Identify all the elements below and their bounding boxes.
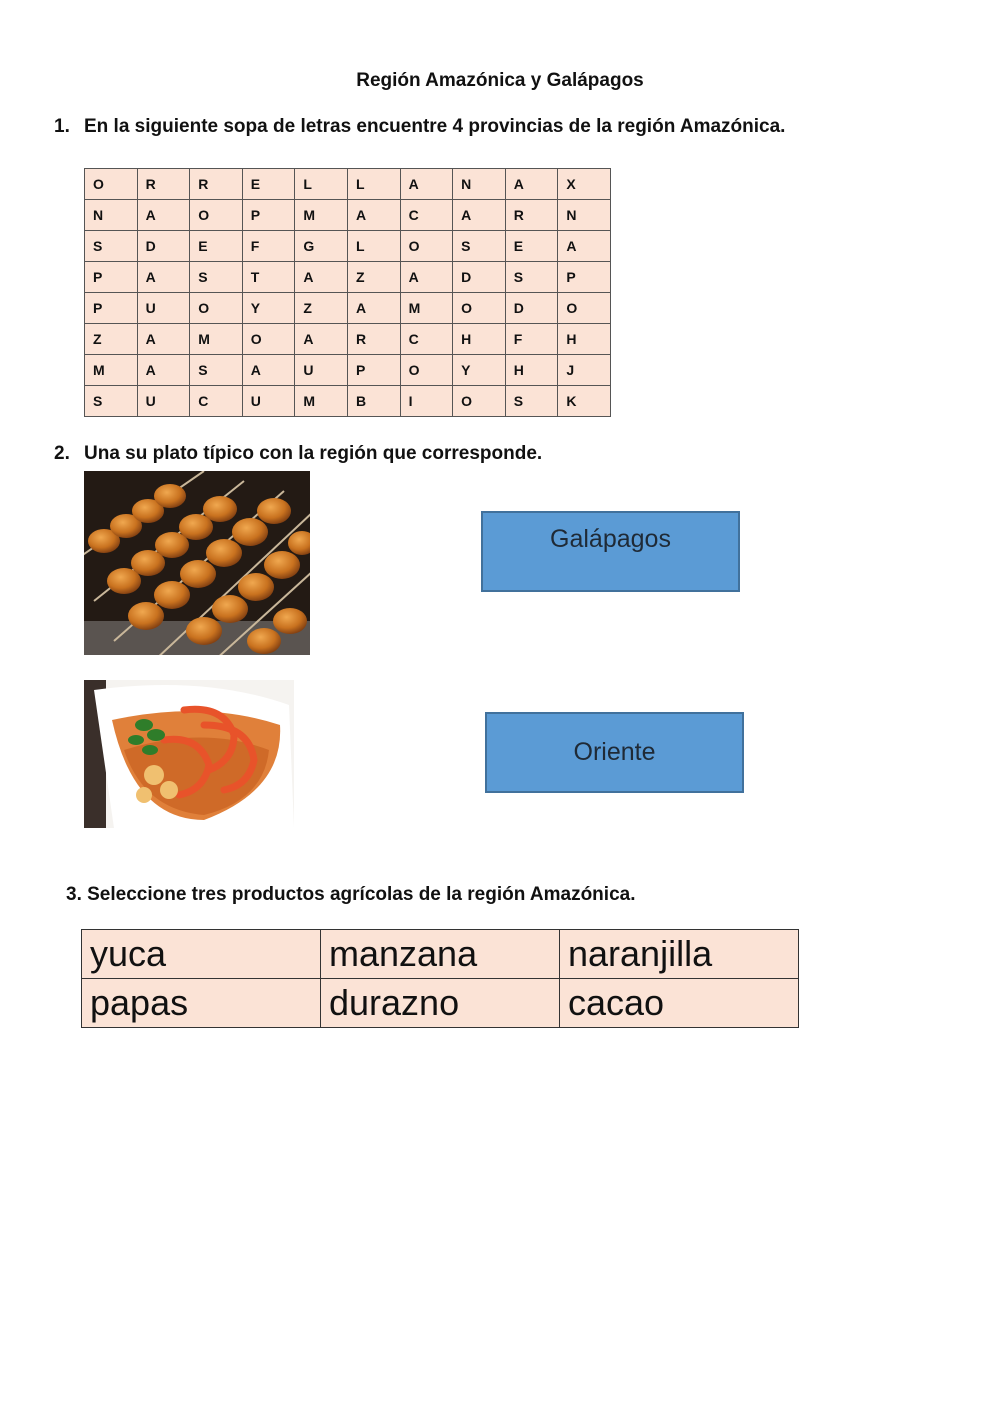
region-box-oriente[interactable]: Oriente: [485, 712, 744, 793]
word-search-row: [85, 262, 611, 293]
word-search-cell[interactable]: A: [137, 355, 190, 386]
word-search-cell[interactable]: Y: [453, 355, 506, 386]
word-search-cell[interactable]: H: [558, 324, 611, 355]
word-search-cell[interactable]: P: [85, 262, 138, 293]
question-1: [54, 116, 785, 138]
word-search-cell[interactable]: S: [505, 262, 558, 293]
shrimp-dish-photo[interactable]: [84, 680, 294, 828]
word-search-cell[interactable]: R: [190, 169, 243, 200]
word-search-cell[interactable]: Y: [242, 293, 295, 324]
word-search-row: [85, 293, 611, 324]
word-search-cell[interactable]: S: [190, 355, 243, 386]
word-search-cell[interactable]: A: [453, 200, 506, 231]
word-search-cell[interactable]: N: [558, 200, 611, 231]
word-search-cell[interactable]: E: [242, 169, 295, 200]
word-search-cell[interactable]: A: [558, 231, 611, 262]
word-search-cell[interactable]: M: [190, 324, 243, 355]
word-search-cell[interactable]: N: [453, 169, 506, 200]
word-search-cell[interactable]: L: [295, 169, 348, 200]
word-search-cell[interactable]: Z: [347, 262, 400, 293]
word-search-cell[interactable]: L: [347, 231, 400, 262]
word-search-cell[interactable]: R: [505, 200, 558, 231]
word-search-cell[interactable]: L: [347, 169, 400, 200]
word-search-cell[interactable]: S: [453, 231, 506, 262]
word-search-cell[interactable]: A: [400, 169, 453, 200]
word-search-cell[interactable]: G: [295, 231, 348, 262]
word-search-cell[interactable]: X: [558, 169, 611, 200]
word-search-cell[interactable]: O: [190, 200, 243, 231]
question-2-text: Una su plato típico con la región que corresponde.: [84, 443, 543, 464]
word-search-cell[interactable]: O: [400, 355, 453, 386]
region-box-galapagos[interactable]: Galápagos: [481, 511, 740, 592]
word-search-cell[interactable]: Z: [295, 293, 348, 324]
product-option[interactable]: naranjilla: [560, 930, 799, 979]
word-search-cell[interactable]: A: [347, 293, 400, 324]
word-search-cell[interactable]: M: [400, 293, 453, 324]
word-search-cell[interactable]: M: [295, 200, 348, 231]
word-search-cell[interactable]: S: [190, 262, 243, 293]
word-search-cell[interactable]: F: [505, 324, 558, 355]
shrimp-dish-image: [84, 680, 294, 828]
word-search-cell[interactable]: T: [242, 262, 295, 293]
word-search-cell[interactable]: M: [295, 386, 348, 417]
word-search-row: [85, 231, 611, 262]
word-search-cell[interactable]: E: [505, 231, 558, 262]
word-search-cell[interactable]: H: [505, 355, 558, 386]
word-search-cell[interactable]: U: [242, 386, 295, 417]
question-3: [66, 884, 635, 906]
word-search-cell[interactable]: O: [558, 293, 611, 324]
word-search-cell[interactable]: A: [242, 355, 295, 386]
product-option[interactable]: yuca: [82, 930, 321, 979]
word-search-cell[interactable]: A: [295, 262, 348, 293]
products-row: [82, 930, 799, 979]
word-search-cell[interactable]: R: [137, 169, 190, 200]
word-search-cell[interactable]: S: [85, 231, 138, 262]
word-search-cell[interactable]: A: [295, 324, 348, 355]
word-search-cell[interactable]: O: [400, 231, 453, 262]
word-search-row: [85, 386, 611, 417]
word-search-cell[interactable]: C: [190, 386, 243, 417]
word-search-row: [85, 169, 611, 200]
word-search-cell[interactable]: N: [85, 200, 138, 231]
product-option[interactable]: papas: [82, 979, 321, 1028]
word-search-cell[interactable]: P: [347, 355, 400, 386]
grub-skewers-photo[interactable]: [84, 471, 310, 655]
word-search-row: [85, 355, 611, 386]
word-search-cell[interactable]: A: [137, 324, 190, 355]
word-search-cell[interactable]: K: [558, 386, 611, 417]
word-search-row: [85, 324, 611, 355]
word-search-row: [85, 200, 611, 231]
word-search-cell[interactable]: D: [505, 293, 558, 324]
question-1-text: En la siguiente sopa de letras encuentre 4 provincias de la región Amazónica.: [84, 116, 786, 137]
product-option[interactable]: cacao: [560, 979, 799, 1028]
word-search-cell[interactable]: A: [137, 200, 190, 231]
question-2-number: 2.: [54, 443, 70, 464]
word-search-cell[interactable]: O: [453, 293, 506, 324]
word-search-cell[interactable]: A: [137, 262, 190, 293]
word-search-cell[interactable]: D: [453, 262, 506, 293]
word-search-cell[interactable]: M: [85, 355, 138, 386]
product-option[interactable]: manzana: [321, 930, 560, 979]
word-search-cell[interactable]: R: [347, 324, 400, 355]
word-search-cell[interactable]: C: [400, 324, 453, 355]
word-search-cell[interactable]: U: [295, 355, 348, 386]
word-search-cell[interactable]: O: [190, 293, 243, 324]
question-2: [54, 443, 542, 465]
word-search-cell[interactable]: J: [558, 355, 611, 386]
word-search-cell[interactable]: P: [242, 200, 295, 231]
page-title: Región Amazónica y Galápagos: [356, 70, 644, 91]
word-search-cell[interactable]: H: [453, 324, 506, 355]
word-search-cell[interactable]: A: [505, 169, 558, 200]
word-search-cell[interactable]: O: [242, 324, 295, 355]
word-search-cell[interactable]: Z: [85, 324, 138, 355]
word-search-cell[interactable]: O: [85, 169, 138, 200]
word-search-cell[interactable]: B: [347, 386, 400, 417]
word-search-cell[interactable]: P: [85, 293, 138, 324]
word-search-cell[interactable]: C: [400, 200, 453, 231]
product-option[interactable]: durazno: [321, 979, 560, 1028]
question-1-number: 1.: [54, 116, 70, 137]
products-row: [82, 979, 799, 1028]
word-search-cell[interactable]: P: [558, 262, 611, 293]
word-search-cell[interactable]: U: [137, 293, 190, 324]
word-search-cell[interactable]: S: [85, 386, 138, 417]
products-table: [81, 929, 799, 1028]
word-search-cell[interactable]: A: [347, 200, 400, 231]
word-search-cell[interactable]: D: [137, 231, 190, 262]
word-search-cell[interactable]: U: [137, 386, 190, 417]
question-3-text: 3. Seleccione tres productos agrícolas de la región Amazónica.: [66, 884, 636, 905]
word-search-cell[interactable]: F: [242, 231, 295, 262]
word-search-cell[interactable]: I: [400, 386, 453, 417]
word-search-grid: [84, 168, 611, 417]
word-search-cell[interactable]: O: [453, 386, 506, 417]
word-search-cell[interactable]: A: [400, 262, 453, 293]
word-search-cell[interactable]: E: [190, 231, 243, 262]
word-search-cell[interactable]: S: [505, 386, 558, 417]
grub-skewers-image: [84, 471, 310, 655]
